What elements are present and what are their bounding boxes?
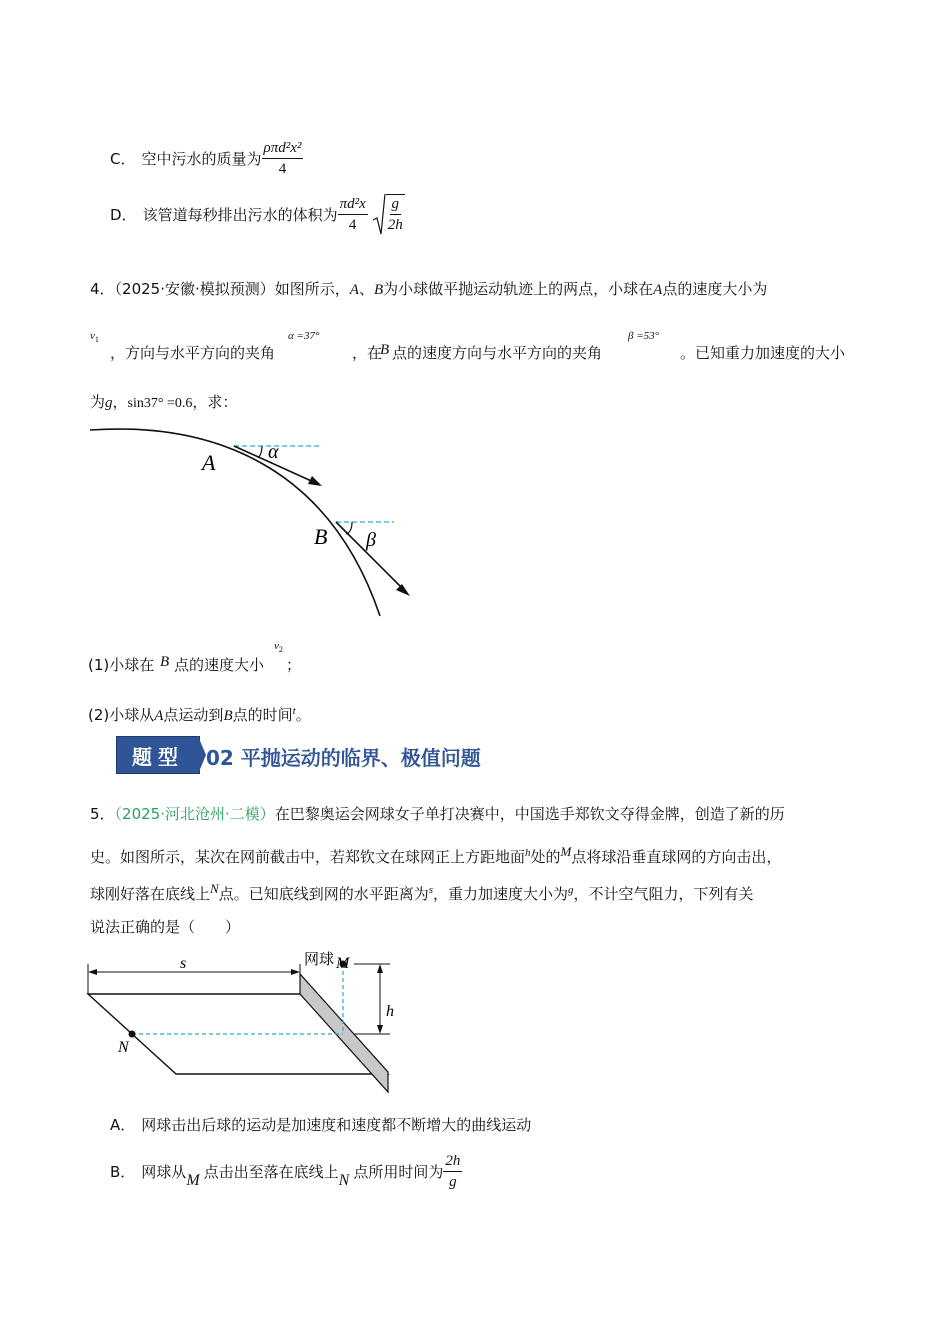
option-c	[110, 138, 303, 178]
var-h: h	[525, 847, 531, 859]
arrowhead-a	[308, 476, 322, 486]
h-arrow-bottom	[377, 1025, 383, 1034]
q5-line1	[90, 803, 785, 825]
option-b-text: 点击出至落在底线上	[203, 1162, 339, 1181]
q5-line2	[90, 841, 781, 868]
q4-text: ，在	[352, 344, 383, 362]
point-n	[129, 1031, 136, 1038]
option-d-fraction	[338, 195, 368, 234]
var-t: t	[292, 705, 296, 717]
alpha-equation: α =37°	[288, 330, 320, 342]
tennis-court-figure	[84, 944, 404, 1096]
q4-text: ，方向与水平方向的夹角	[110, 344, 276, 362]
q5-text: 点将球沿垂直球网的方向击出，	[571, 848, 782, 866]
angle-arc-alpha	[258, 446, 262, 458]
sqrt-fraction	[386, 194, 405, 234]
option-b-text: 网球从	[141, 1162, 187, 1181]
q4-sub-text: (1)小球在	[88, 656, 155, 674]
var-n: N	[210, 881, 219, 896]
var-a: A	[349, 282, 359, 298]
q4-text: ，求：	[192, 393, 238, 411]
option-a-label: A．	[110, 1116, 136, 1134]
var-a: A	[653, 282, 663, 298]
var-b: B	[160, 654, 170, 670]
q5-text: 在巴黎奥运会网球女子单打决赛中，中国选手郑钦文夺得金牌，创造了新的历	[274, 805, 785, 823]
q4-text: 。已知重力加速度的大小	[680, 344, 846, 362]
label-net-ball: 网球	[304, 952, 335, 968]
option-c-label: C．	[110, 149, 136, 168]
section-title: 02 平抛运动的临界、极值问题	[206, 746, 481, 770]
option-c-denominator: 4	[278, 160, 287, 177]
var-b: B	[223, 708, 233, 724]
option-d-denominator: 4	[348, 216, 357, 233]
var-g: g	[568, 884, 574, 896]
q4-line3	[90, 391, 237, 415]
option-d	[110, 190, 405, 238]
sin-equation: sin37° =0.6	[127, 396, 193, 411]
q5-text: 球刚好落在底线上	[90, 885, 211, 903]
q5-text: ，不计空气阻力，下列有关	[573, 885, 754, 903]
var-m: M	[560, 844, 572, 859]
q4-text: 点的速度方向与水平方向的夹角	[392, 344, 603, 362]
q5-text: 点。已知底线到网的水平距离为	[218, 885, 429, 903]
option-b-fraction	[443, 1152, 462, 1191]
q4-sub2	[88, 700, 311, 727]
projectile-figure	[88, 422, 418, 622]
h-arrow-top	[377, 964, 383, 973]
label-alpha: α	[268, 441, 279, 463]
label-m: M	[336, 955, 350, 972]
q5-line3	[90, 878, 754, 905]
label-n: N	[118, 1039, 129, 1056]
label-a: A	[202, 450, 216, 475]
arrowhead-b	[396, 584, 410, 596]
var-m: M	[186, 1172, 200, 1189]
sqrt-denominator: 2h	[387, 216, 403, 233]
var-a: A	[154, 708, 164, 724]
option-d-numerator: πd²x	[338, 195, 368, 215]
option-b-label: B．	[110, 1162, 136, 1181]
q5-text: 说法正确的是（ ）	[90, 918, 241, 936]
option-b-numerator: 2h	[443, 1152, 462, 1172]
q4-number: 4．	[90, 280, 115, 298]
var-s: s	[428, 884, 433, 896]
q5-text: ，重力加速度大小为	[432, 885, 568, 903]
s-arrow-right	[291, 969, 300, 975]
label-b: B	[314, 524, 328, 549]
section-badge-tip	[198, 736, 206, 774]
q4-text: 如图所示，	[274, 280, 350, 298]
q4-text: 为	[90, 393, 106, 411]
label-h: h	[386, 1003, 394, 1020]
q4-sub-text: (2)小球从	[88, 706, 155, 724]
option-d-text: 该管道每秒排出污水的体积为	[142, 205, 338, 224]
sqrt-numerator: g	[390, 195, 402, 215]
section-banner	[116, 736, 501, 774]
option-c-fraction	[262, 139, 304, 178]
q5-text: 史。如图所示，某次在网前截击中，若郑钦文在球网正上方距地面	[90, 848, 526, 866]
q4-text: 、	[358, 280, 374, 298]
option-b-denominator: g	[449, 1173, 457, 1190]
option-a-text: 网球击出后球的运动是加速度和速度都不断增大的曲线运动	[141, 1116, 532, 1134]
label-beta: β	[366, 529, 376, 551]
q5-option-a	[110, 1114, 531, 1136]
option-c-text: 空中污水的质量为	[141, 149, 262, 168]
q4-text: ，	[112, 393, 128, 411]
q4-sub-text: ；	[286, 656, 302, 674]
beta-equation: β =53°	[628, 330, 660, 342]
q4-sub-text: 点运动到	[163, 706, 224, 724]
var-b: B	[380, 342, 390, 358]
option-d-label: D．	[110, 205, 137, 224]
section-badge: 题型	[116, 736, 200, 774]
q4-text: 点的速度大小为	[662, 280, 768, 298]
q5-option-b	[110, 1146, 462, 1196]
label-s: s	[180, 955, 187, 972]
var-b: B	[373, 282, 384, 298]
option-c-numerator: ρπd²x²	[262, 139, 304, 159]
q4-text: 为小球做平抛运动轨迹上的两点，小球在	[383, 280, 654, 298]
q4-sub-text: 。	[295, 706, 311, 724]
q5-line4	[90, 916, 240, 938]
q5-source: （2025·河北沧州·二模）	[114, 805, 275, 823]
s-arrow-left	[88, 969, 97, 975]
q4-sub-text: 点的速度大小	[174, 656, 265, 674]
option-b-text: 点所用时间为	[353, 1162, 444, 1181]
var-v1: $v_1$	[90, 330, 99, 345]
var-g: g	[105, 395, 113, 411]
var-v2: $v_2$	[274, 640, 283, 655]
var-n: N	[338, 1172, 350, 1189]
q4-line1	[90, 278, 767, 301]
sqrt-symbol	[372, 192, 405, 236]
q5-text: 处的	[530, 848, 561, 866]
q4-sub-text: 点的时间	[232, 706, 293, 724]
q4-source: （2025·安徽·模拟预测）	[114, 280, 275, 298]
q5-number: 5．	[90, 805, 115, 823]
